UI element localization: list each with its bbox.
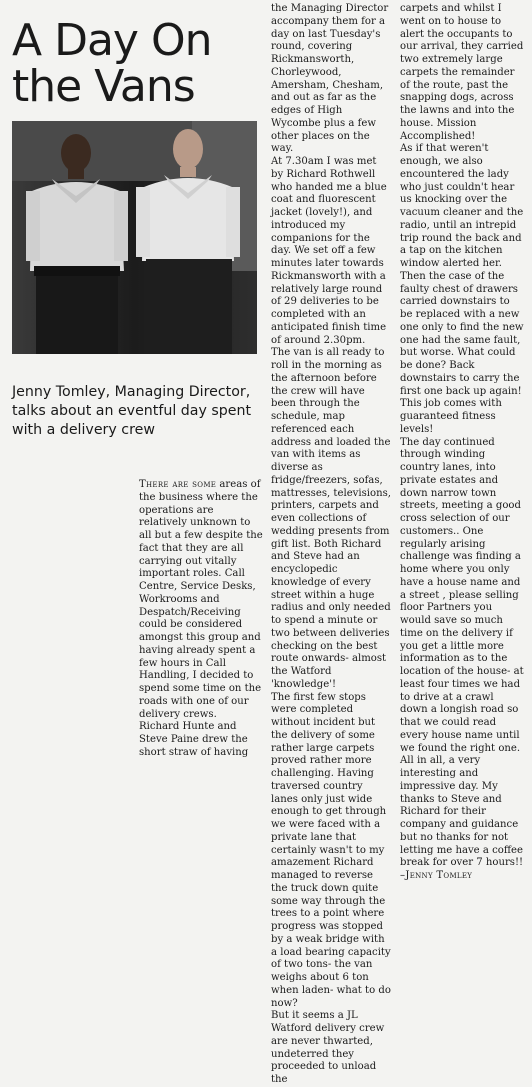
article-paragraph: But it seems a JL Watford delivery crew are never thwarted, undeterred they proceeded to unload the xyxy=(271,1010,385,1085)
article-paragraph: As if that weren't enough, we also encountered the lady who just couldn't hear us knocking over the vacuum cleaner and the radio, until an intrepid trip round the back and a tap on the kitchen window alerted her. xyxy=(400,143,524,269)
crew-photo-image xyxy=(12,121,257,354)
article-paragraph xyxy=(139,479,263,721)
article-column-2 xyxy=(271,3,391,1087)
article-paragraph: At 7.30am I was met by Richard Rothwell who handed me a blue coat and fluorescent jacket (lovely!), and introduced my companions for the day. We set off a few minutes later towards Rickmansworth with a relatively large round of 29 deliveries to be completed with an anticipated finish time of around 2.30pm. xyxy=(271,156,387,346)
article-paragraph: Richard Hunte and Steve Paine drew the short straw of having xyxy=(139,721,249,758)
article-paragraph: The van is all ready to roll in the morning as the afternoon before the crew will have been through the schedule, map referenced each address and loaded the van with items as diverse as fridge/freezers, sofas, mattresses, televisions, printers, carpets and even collections of wedding presents from gift list. Both Richard and Steve had an encyclopedic knowledge of every street within a huge radius and only needed to spend a minute or two between deliveries checking on the best route onwards- almost the Watford 'knowledge'! xyxy=(271,347,391,690)
author-signature: –Jenny Tomley xyxy=(400,870,473,881)
article-paragraph: All in all, a very interesting and impressive day. My thanks to Steve and Richard for their company and guidance but no thanks for not letting me have a coffee break for over 7 hours!! xyxy=(400,755,524,869)
article-column-1 xyxy=(139,479,263,760)
article-paragraph: Then the case of the faulty chest of drawers carried downstairs to be replaced with a new one only to find the new one had the same fault, but worse. What could be done? Back downstairs to carry the first one back up again! This job comes with guaranteed fitness levels! xyxy=(400,270,524,435)
article-paragraph-text: areas of the business where the operations are relatively unknown to all but a few despite the fact that they are all carrying out vitally important roles. Call Centre, Service Desks, Workrooms and Despatch/Receiving could be considered amongst this group and having already spent a few hours in Call Handling, I decided to spend some time on the roads with one of our delivery crews. xyxy=(139,479,263,720)
crew-photo xyxy=(12,121,257,354)
article-paragraph: carpets and whilst I went on to house to alert the occupants to our arrival, they carried two extremely large carpets the remainder of the route, past the snapping dogs, across the lawns and into the house. Mission Accomplished! xyxy=(400,3,524,142)
article-caption: Jenny Tomley, Managing Director, talks about an eventful day spent with a delivery crew xyxy=(12,384,252,438)
article-title: A Day On the Vans xyxy=(12,15,212,112)
lead-in-text: There are some xyxy=(139,479,217,490)
article-paragraph: the Managing Director accompany them for a day on last Tuesday's round, covering Rickmansworth, Chorleywood, Amersham, Chesham, and out as far as the edges of High Wycombe plus a few other places on the way. xyxy=(271,3,389,155)
article-column-3 xyxy=(400,3,524,883)
article-paragraph: The first few stops were completed without incident but the delivery of some rather large carpets proved rather more challenging. Having traversed country lanes only just wide enough to get through we were faced with a private lane that certainly wasn't to my amazement Richard managed to reverse the truck down quite some way through the trees to a point where progress was stopped by a weak bridge with a load bearing capacity of two tons- the van weighs about 6 ton when laden- what to do now? xyxy=(271,691,391,1009)
article-paragraph: The day continued through winding country lanes, into private estates and down narrow town streets, meeting a good cross selection of our customers.. One regularly arising challenge was finding a home where you only have a house name and a street , please selling floor Partners you would save so much time on the delivery if you get a little more information as to the location of the house- at least four times we had to drive at a crawl down a longish road so that we could read every house name until we found the right one. xyxy=(400,436,524,754)
